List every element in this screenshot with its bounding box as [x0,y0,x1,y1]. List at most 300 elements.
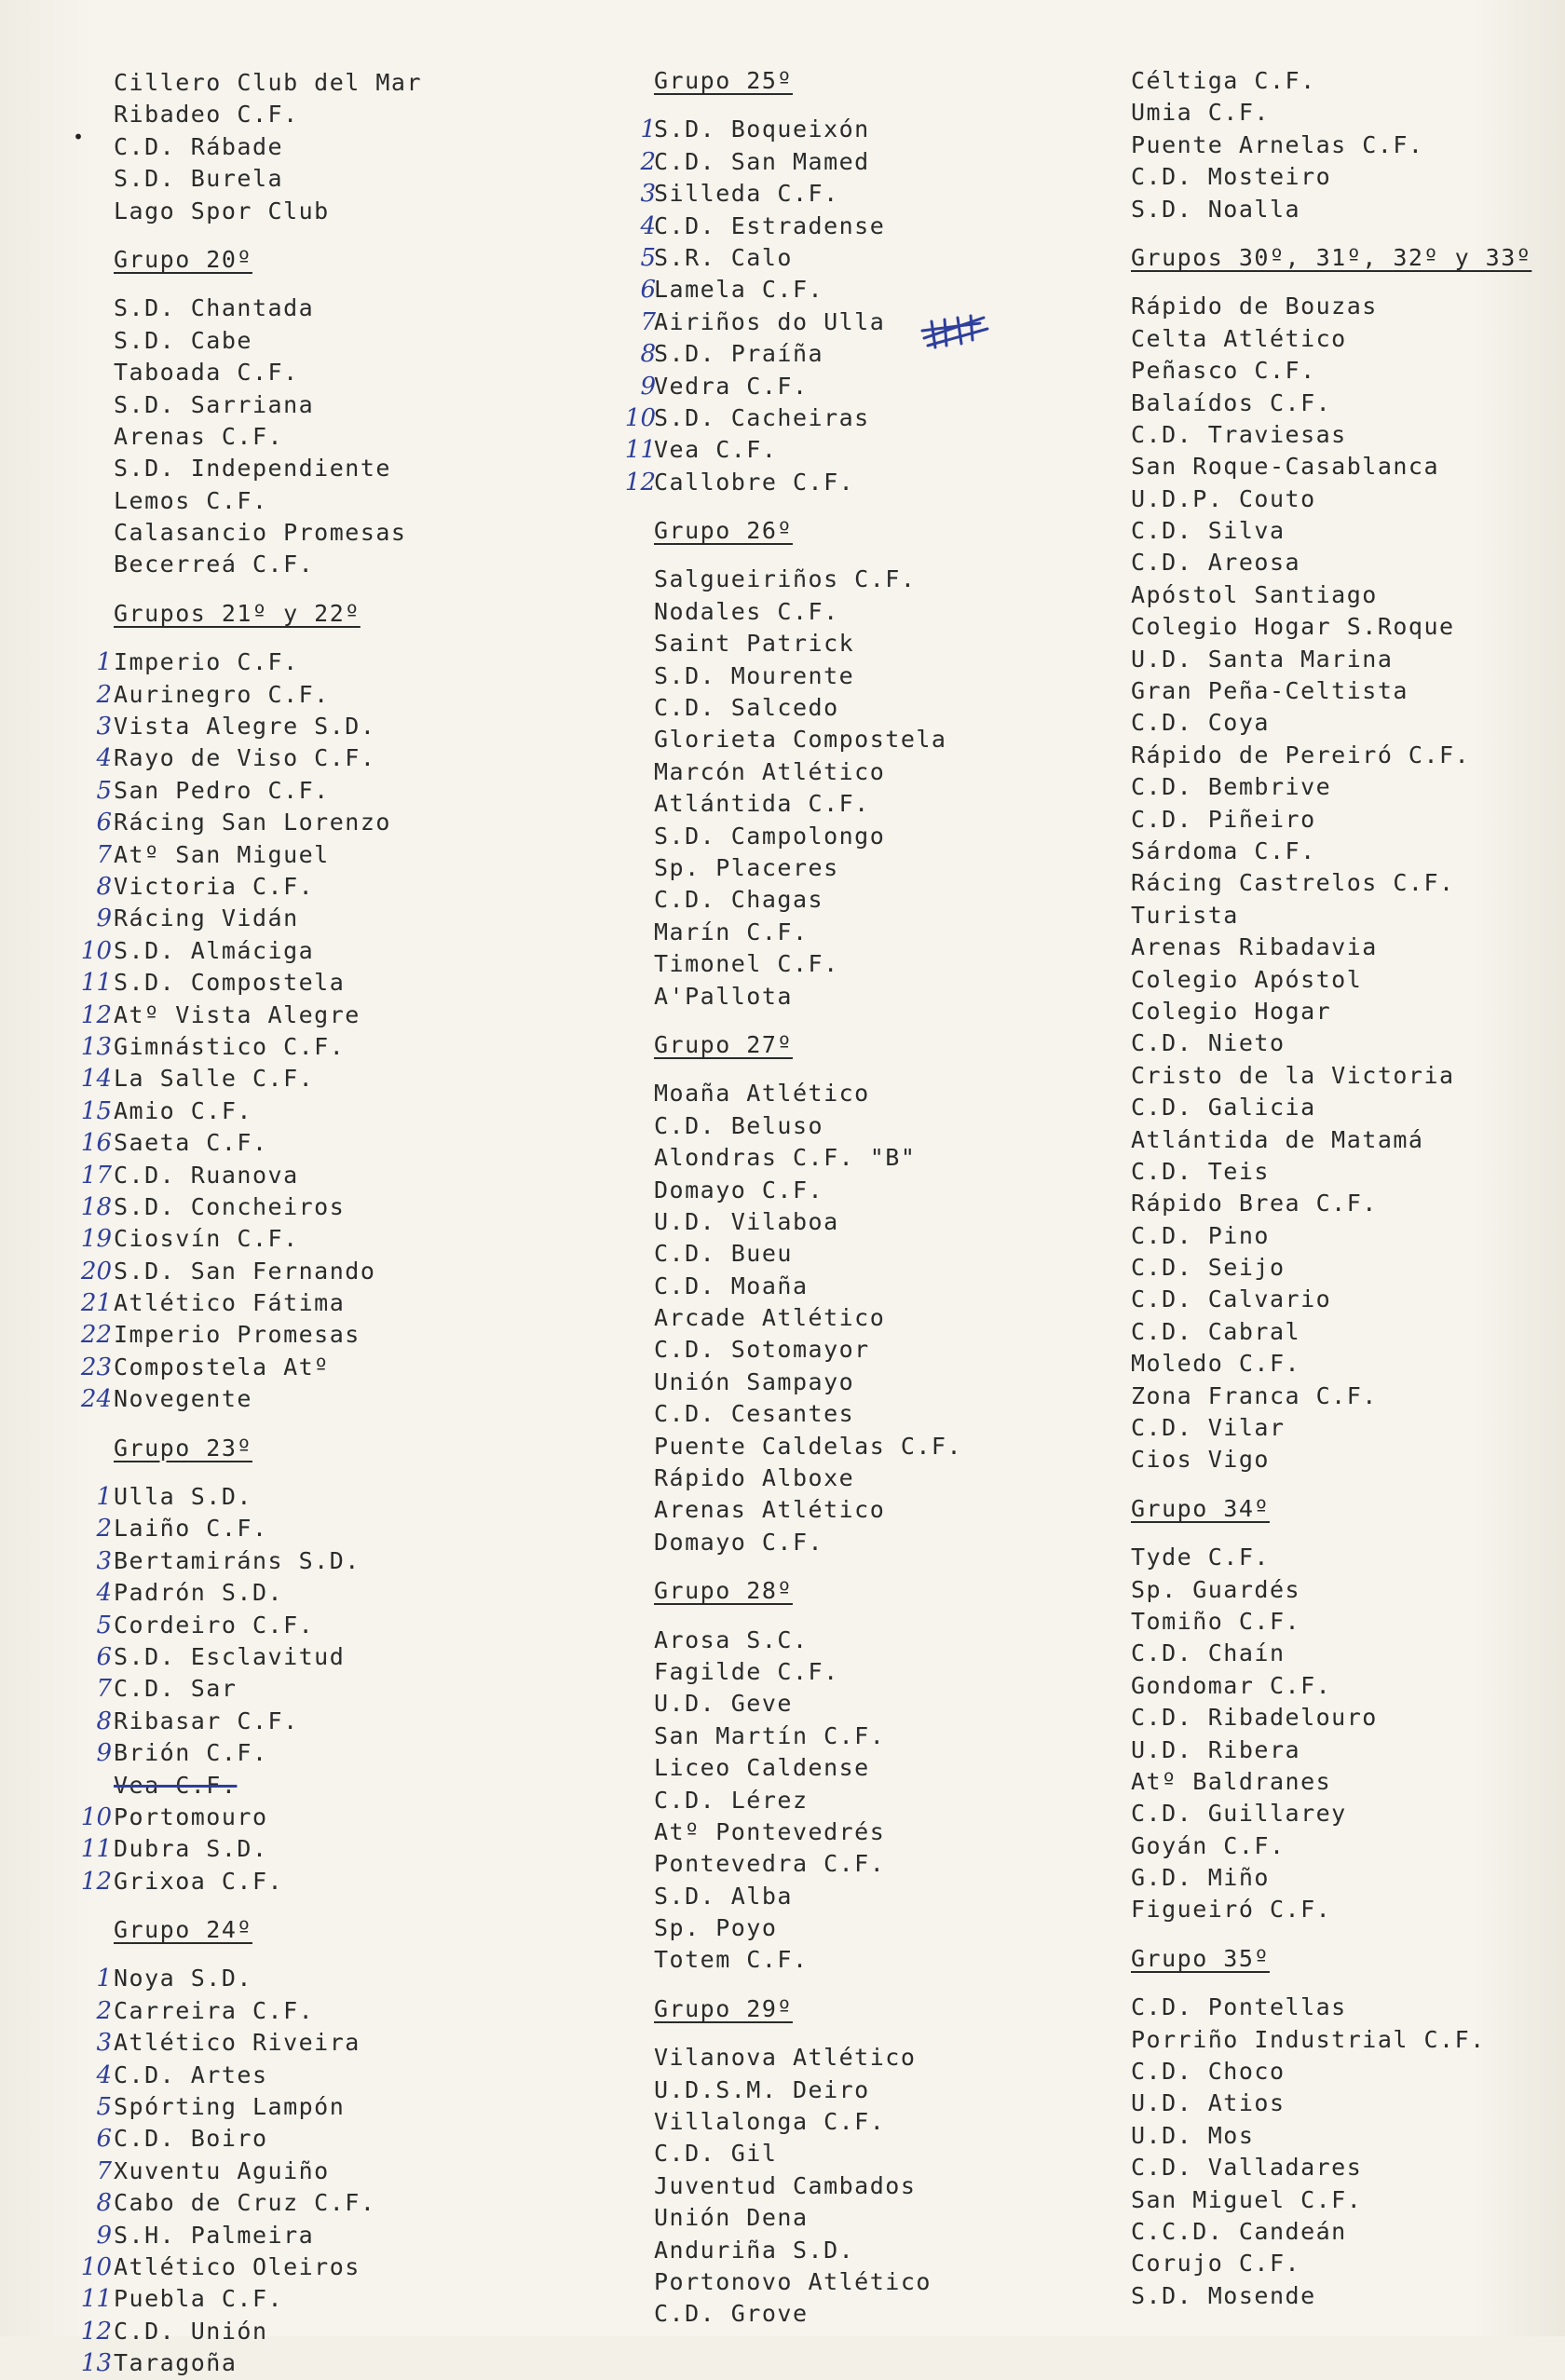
team-name: S.D. Mourente [654,661,855,689]
team-entry [75,2316,596,2347]
team-name: C.D. Ribadelouro [1131,1704,1378,1732]
team-name: Juventud Cambados [654,2171,917,2199]
team-entry [1099,867,1546,899]
team-entry [75,1481,596,1513]
team-entry [619,1110,1122,1142]
team-name: C.D. Valladares [1131,2154,1363,2182]
team-name: U.D. Vilaboa [654,1207,839,1235]
handwritten-number: 5 [96,776,112,805]
team-name: Puebla C.F. [114,2285,284,2313]
group-heading [1099,242,1546,274]
handwritten-number: 6 [96,809,112,837]
handwritten-number: 11 [80,1835,112,1864]
team-entry [1099,932,1546,963]
team-name: Atlético Fátima [114,1289,346,1317]
team-name: S.D. Independiente [114,455,391,483]
team-name: S.D. Praíña [654,340,824,368]
team-name: Moaña Atlético [654,1080,870,1108]
team-name: Arenas C.F. [114,422,284,450]
team-entry [75,549,596,580]
team-name: Peñasco C.F. [1131,357,1316,385]
team-entry [75,1319,596,1351]
team-name: Ribadeo C.F. [114,101,299,129]
handwritten-number: 4 [96,1579,112,1608]
team-name: C.D. Sotomayor [654,1336,870,1364]
team-name: C.D. Salcedo [654,694,839,722]
team-name: Totem C.F. [654,1946,809,1974]
team-entry [619,756,1122,788]
group-title: Grupo 34º [1131,1494,1270,1522]
team-name: S.D. Esclavitud [114,1642,346,1670]
team-name: Brión C.F. [114,1739,268,1767]
team-entry [619,1367,1122,1398]
team-entry [1099,900,1546,932]
team-name: U.D. Ribera [1131,1735,1301,1763]
team-name: Lamela C.F. [654,276,824,304]
team-entry [1099,451,1546,483]
handwritten-number: 10 [80,2253,112,2281]
team-entry [75,517,596,549]
team-name: San Pedro C.F. [114,776,330,804]
team-entry [619,1462,1122,1494]
team-name: S.D. Compostela [114,969,346,997]
team-entry [619,146,1122,178]
team-name: Umia C.F. [1131,99,1270,127]
team-entry [75,935,596,967]
team-entry [75,1802,596,1833]
team-name: A'Pallota [654,982,793,1010]
team-name: Rápido Brea C.F. [1131,1190,1378,1217]
team-name: S.D. Campolongo [654,822,886,850]
team-name: Atlético Oleiros [114,2253,361,2280]
group-heading [1099,1493,1546,1525]
team-entry [619,2235,1122,2266]
team-entry [1099,194,1546,225]
team-entry [75,1000,596,1031]
group-title: Grupo 29º [654,1994,793,2022]
team-name: C.D. Cesantes [654,1400,855,1428]
team-name: Domayo C.F. [654,1176,824,1204]
team-name: U.D. Atios [1131,2089,1286,2117]
column-left [75,67,596,2380]
team-entry [75,646,596,678]
team-entry [1099,1220,1546,1252]
handwritten-number: 10 [80,1802,112,1831]
team-entry [75,2220,596,2251]
team-name: Amio C.F. [114,1096,252,1124]
handwritten-number: 7 [96,2156,112,2185]
team-entry [75,1160,596,1191]
team-entry [75,1095,596,1127]
team-name: Gran Peña-Celtista [1131,677,1408,705]
team-entry [619,2266,1122,2298]
team-entry [75,2251,596,2283]
team-name: Taragoña [114,2349,238,2377]
team-name: U.D.P. Couto [1131,484,1316,512]
team-name: Xuventu Aguiño [114,2156,330,2184]
handwritten-number: 17 [80,1161,112,1190]
team-entry [619,981,1122,1013]
team-entry [1099,1798,1546,1829]
team-name: C.D. Unión [114,2317,268,2345]
ink-dot: • [73,126,85,148]
team-name: Saint Patrick [654,630,855,658]
team-name: Gondomar C.F. [1131,1671,1332,1699]
team-entry [619,114,1122,145]
team-name: Apóstol Santiago [1131,580,1378,608]
team-name: Zona Franca C.F. [1131,1381,1378,1409]
team-name: Cabo de Cruz C.F. [114,2189,376,2217]
team-name: Celta Atlético [1131,324,1347,352]
team-name: Portomouro [114,1802,268,1830]
team-entry [1099,1992,1546,2023]
team-entry [619,2042,1122,2074]
team-name: C.D. Bembrive [1131,773,1332,801]
team-entry [1099,1766,1546,1798]
team-entry [1099,1862,1546,1894]
team-name: Laiño C.F. [114,1515,268,1543]
team-name: S.D. Sarriana [114,390,315,418]
team-name: C.D. Moaña [654,1272,809,1299]
team-name: C.D. Boiro [114,2125,268,2153]
team-entry [1099,836,1546,867]
team-name: S.D. Alba [654,1882,793,1910]
team-entry [1099,129,1546,161]
team-name: U.D. Geve [654,1690,793,1718]
team-entry [75,1963,596,1994]
handwritten-number: 20 [80,1257,112,1285]
team-name: Noya S.D. [114,1965,252,1992]
handwritten-number: 9 [640,372,656,401]
handwritten-number: 1 [96,648,112,677]
team-name: Puente Caldelas C.F. [654,1432,963,1460]
team-entry [75,2187,596,2219]
team-name: C.D. Galicia [1131,1094,1316,1122]
handwritten-number: 7 [640,307,656,336]
team-name: C.D. Silva [1131,517,1286,545]
handwritten-number: 8 [96,872,112,901]
team-entry [75,2027,596,2059]
handwritten-number: 4 [640,211,656,240]
team-entry [75,1031,596,1063]
team-entry [619,402,1122,434]
team-entry [1099,1092,1546,1123]
team-entry [1099,419,1546,451]
team-name: Colegio Hogar S.Roque [1131,613,1455,641]
team-entry [75,2156,596,2187]
team-entry [75,1223,596,1255]
team-entry [1099,2024,1546,2056]
team-name: Ulla S.D. [114,1483,252,1511]
team-name: S.D. Cacheiras [654,403,870,431]
team-entry [75,1706,596,1737]
team-name: C.C.D. Candeán [1131,2218,1347,2245]
team-entry [75,1352,596,1383]
group-heading [619,1993,1122,2025]
team-name: Puente Arnelas C.F. [1131,130,1424,158]
handwritten-number: 16 [80,1129,112,1158]
team-entry [75,292,596,324]
team-entry [75,196,596,227]
team-entry [619,884,1122,916]
team-entry [1099,1670,1546,1702]
team-name: Sp. Poyo [654,1914,778,1942]
team-entry [619,1431,1122,1462]
team-name: Moledo C.F. [1131,1350,1301,1378]
team-entry [1099,1638,1546,1669]
team-entry [75,2060,596,2091]
team-entry [1099,996,1546,1027]
handwritten-number: 6 [640,276,656,305]
team-entry [1099,1444,1546,1476]
team-entry [1099,65,1546,97]
team-name: Saeta C.F. [114,1129,268,1157]
team-name: Cristo de la Victoria [1131,1061,1455,1089]
team-name: Arenas Atlético [654,1496,886,1524]
handwritten-number: 11 [80,969,112,998]
handwritten-number: 19 [80,1225,112,1254]
team-name: Rápido de Bouzas [1131,292,1378,320]
team-name: Cios Vigo [1131,1446,1270,1474]
team-name: Gimnástico C.F. [114,1032,346,1060]
handwritten-number: 10 [624,403,656,432]
team-name: Ciosvín C.F. [114,1225,299,1253]
team-entry [1099,1574,1546,1606]
team-entry [75,1866,596,1897]
group-title: Grupos 30º, 31º, 32º y 33º [1131,243,1532,271]
team-entry [75,807,596,838]
team-name: Vea C.F. [654,436,778,464]
handwritten-number: 6 [96,1642,112,1671]
team-entry [1099,964,1546,996]
handwritten-number: 12 [624,468,656,496]
team-entry [619,1142,1122,1174]
team-entry [1099,2088,1546,2119]
handwritten-number: 1 [96,1965,112,1993]
team-entry [619,1271,1122,1302]
team-name: C.D. Choco [1131,2058,1286,2086]
team-name: C.D. Seijo [1131,1254,1286,1282]
handwritten-number: 2 [96,1996,112,2025]
team-entry [619,564,1122,595]
group-heading [75,1914,596,1946]
team-entry [619,338,1122,370]
column-middle [619,65,1122,2331]
handwritten-number: 12 [80,2317,112,2346]
team-name: C.D. Grove [654,2300,809,2328]
team-name: C.D. Areosa [1131,549,1301,577]
handwritten-number: 10 [80,936,112,965]
team-entry [75,1127,596,1159]
team-name: Compostela Atº [114,1353,330,1380]
team-name: Liceo Caldense [654,1754,870,1782]
team-name: Colegio Apóstol [1131,965,1363,993]
handwritten-number: 3 [96,713,112,741]
team-name: C.D. Piñeiro [1131,805,1316,833]
team-entry [1099,2056,1546,2088]
team-entry [1099,611,1546,643]
team-entry [75,1287,596,1319]
team-entry [75,1737,596,1769]
team-name: Rácing Vidán [114,904,299,932]
team-entry [75,742,596,774]
team-name: Callobre C.F. [654,468,855,496]
team-name: S.D. Noalla [1131,195,1301,223]
team-entry [75,1513,596,1544]
team-name: C.D. Rábade [114,132,284,160]
team-entry [1099,97,1546,129]
team-entry [619,1175,1122,1206]
team-entry [75,1256,596,1287]
team-name: Sp. Placeres [654,853,839,881]
team-name: Atlético Riveira [114,2029,361,2057]
handwritten-number: 6 [96,2125,112,2154]
team-name: G.D. Miño [1131,1864,1270,1892]
handwritten-number: 21 [80,1289,112,1318]
team-entry [75,1063,596,1095]
team-name: Atº Pontevedrés [654,1817,886,1845]
team-entry [619,2202,1122,2234]
handwritten-number: 9 [96,1739,112,1768]
group-heading [619,515,1122,547]
handwritten-number: 22 [80,1321,112,1350]
team-name: Vista Alegre S.D. [114,713,376,741]
team-name: S.D. Almáciga [114,936,315,964]
team-entry [1099,1702,1546,1734]
team-name: Dubra S.D. [114,1835,268,1863]
team-entry [75,67,596,99]
team-name: Arcade Atlético [654,1304,886,1332]
team-name: San Miguel C.F. [1131,2185,1363,2213]
team-entry [1099,1606,1546,1638]
team-name: Tomiño C.F. [1131,1607,1301,1635]
handwritten-number: 5 [640,243,656,272]
team-name: C.D. Mosteiro [1131,163,1332,191]
handwritten-number: 4 [96,744,112,773]
team-entry [1099,1734,1546,1766]
team-name: Colegio Hogar [1131,997,1332,1025]
team-name: Vilanova Atlético [654,2044,917,2072]
team-entry [619,1078,1122,1109]
team-name: S.D. Concheiros [114,1192,346,1220]
team-name: C.D. Lérez [654,1786,809,1814]
team-entry [75,1545,596,1577]
team-name: C.D. Traviesas [1131,420,1347,448]
team-name: S.D. San Fernando [114,1257,376,1285]
team-name: Novegente [114,1385,252,1413]
team-name: Atº Vista Alegre [114,1000,361,1028]
team-name: Céltiga C.F. [1131,67,1316,94]
team-name: Imperio Promesas [114,1321,361,1349]
team-entry [619,1656,1122,1688]
team-entry [1099,161,1546,193]
team-entry [619,2170,1122,2202]
team-entry [619,821,1122,852]
team-entry [619,2106,1122,2138]
team-entry [1099,740,1546,771]
team-entry [619,1881,1122,1912]
team-name: Portonovo Atlético [654,2268,932,2295]
group-title: Grupo 20º [114,245,252,273]
team-entry [75,1833,596,1865]
team-entry [619,1398,1122,1430]
handwritten-number: 2 [96,680,112,709]
team-entry [1099,323,1546,355]
team-entry [619,692,1122,724]
team-entry [619,1238,1122,1270]
team-name: Vea C.F. [114,1771,238,1799]
team-entry [75,1770,596,1802]
team-entry [1099,675,1546,707]
team-name: Balaídos C.F. [1131,388,1332,416]
group-heading [75,244,596,276]
group-heading [619,1575,1122,1607]
team-name: Arenas Ribadavia [1131,933,1378,961]
team-entry [75,389,596,421]
team-name: San Martín C.F. [654,1721,886,1749]
team-entry [1099,1348,1546,1380]
team-entry [75,871,596,903]
handwritten-number: 23 [80,1353,112,1381]
team-name: Cillero Club del Mar [114,69,423,96]
handwritten-number: 1 [96,1483,112,1512]
team-entry [619,948,1122,980]
team-entry [75,1995,596,2027]
team-entry [75,485,596,517]
team-entry [1099,1284,1546,1315]
team-entry [75,163,596,195]
team-entry [1099,1542,1546,1573]
team-entry [619,1720,1122,1752]
team-entry [75,2091,596,2123]
team-entry [1099,1412,1546,1444]
handwritten-number: 7 [96,840,112,869]
team-entry [1099,707,1546,739]
handwritten-number: 24 [80,1385,112,1414]
team-name: C.D. Chagas [654,886,824,914]
team-entry [1099,1252,1546,1284]
team-name: Corujo C.F. [1131,2250,1301,2278]
handwritten-number: 8 [96,1707,112,1735]
team-name: U.D.S.M. Deiro [654,2075,870,2103]
team-name: Glorieta Compostela [654,726,947,754]
team-name: San Roque-Casablanca [1131,453,1440,481]
handwritten-number: 14 [80,1065,112,1094]
team-name: Taboada C.F. [114,359,299,387]
team-entry [75,99,596,130]
handwritten-number: 1 [640,116,656,144]
team-name: Cordeiro C.F. [114,1611,315,1639]
team-name: C.D. Pontellas [1131,1993,1347,2021]
team-entry [1099,1060,1546,1092]
team-entry [1099,1027,1546,1059]
team-entry [75,357,596,388]
handwritten-number: 12 [80,1867,112,1896]
team-name: S.D. Mosende [1131,2281,1316,2309]
group-title: Grupo 27º [654,1030,793,1058]
team-name: S.D. Chantada [114,294,315,322]
team-name: C.D. Sar [114,1675,238,1703]
team-name: Unión Dena [654,2204,809,2232]
team-name: Aurinegro C.F. [114,680,330,708]
handwritten-number: 11 [624,436,656,465]
group-heading [1099,1943,1546,1975]
group-title: Grupos 21º y 22º [114,599,361,627]
team-entry [619,852,1122,884]
handwritten-number: 8 [640,340,656,369]
team-entry [75,325,596,357]
team-name: C.D. Artes [114,2060,268,2088]
